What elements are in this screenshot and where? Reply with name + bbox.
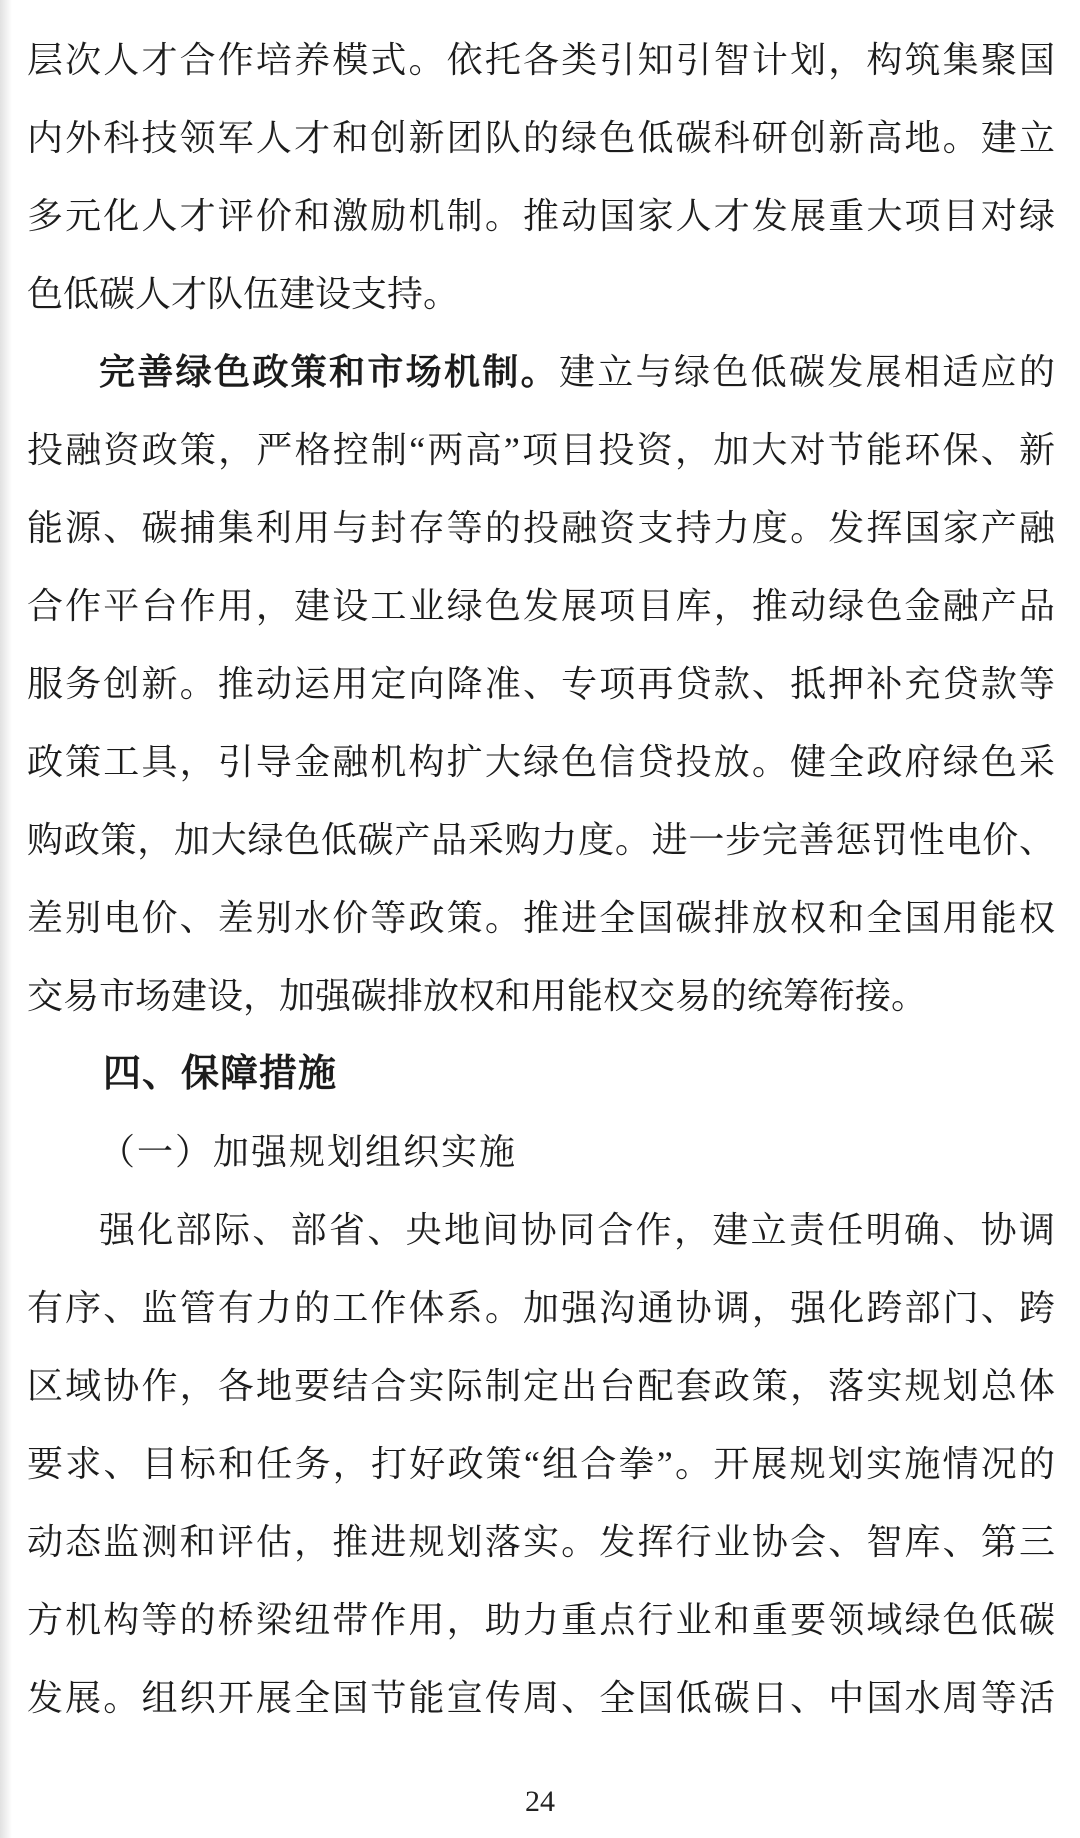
line-text: 动态监测和评估，推进规划落实。发挥行业协会、智库、第三 [27,1522,1055,1562]
line-text: 有序、监管有力的工作体系。加强沟通协调，强化跨部门、跨 [27,1288,1055,1328]
text-line [27,567,1055,645]
line-text: 交易市场建设，加强碳排放权和用能权交易的统筹衔接。 [27,976,928,1016]
line-text: 强化部际、部省、央地间协同合作，建立责任明确、协调 [99,1210,1055,1250]
line-text: 内外科技领军人才和创新团队的绿色低碳科研创新高地。建立 [27,118,1055,158]
line-text: 色低碳人才队伍建设支持。 [27,274,460,314]
text-line [27,1659,1055,1737]
line-text: 方机构等的桥梁纽带作用，助力重点行业和重要领域绿色低碳 [27,1600,1055,1640]
line-text: 区域协作，各地要结合实际制定出台配套政策，落实规划总体 [27,1366,1055,1406]
document-lines [27,21,1055,1737]
text-line [27,489,1055,567]
text-line [27,333,1055,411]
line-text: 服务创新。推动运用定向降准、专项再贷款、抵押补充贷款等 [27,664,1055,704]
text-line [27,1503,1055,1581]
text-line [27,1269,1055,1347]
line-text: 合作平台作用，建设工业绿色发展项目库，推动绿色金融产品 [27,586,1055,626]
section-heading [27,1035,1055,1113]
text-line [27,957,1055,1035]
page-number: 24 [525,1785,555,1818]
line-text: （一）加强规划组织实施 [99,1132,518,1172]
text-line [27,645,1055,723]
text-line [27,99,1055,177]
text-line [27,411,1055,489]
text-line [27,1191,1055,1269]
text-line [27,723,1055,801]
line-text: 层次人才合作培养模式。依托各类引知引智计划，构筑集聚国 [27,40,1055,80]
subsection-heading [27,1113,1055,1191]
text-line [27,1581,1055,1659]
text-line [27,801,1055,879]
text-line [27,1425,1055,1503]
line-text: 政策工具，引导金融机构扩大绿色信贷投放。健全政府绿色采 [27,742,1055,782]
text-line [27,255,1055,333]
line-text: 投融资政策，严格控制“两高”项目投资，加大对节能环保、新 [27,430,1055,470]
text-line [27,879,1055,957]
line-text: 建立与绿色低碳发展相适应的 [559,352,1055,392]
line-text: 多元化人才评价和激励机制。推动国家人才发展重大项目对绿 [27,196,1055,236]
line-text: 购政策，加大绿色低碳产品采购力度。进一步完善惩罚性电价、 [27,820,1055,860]
text-line [27,1347,1055,1425]
line-text: 要求、目标和任务，打好政策“组合拳”。开展规划实施情况的 [27,1444,1055,1484]
bold-lead-text: 完善绿色政策和市场机制。 [99,352,559,392]
line-text: 能源、碳捕集利用与封存等的投融资支持力度。发挥国家产融 [27,508,1055,548]
line-text: 差别电价、差别水价等政策。推进全国碳排放权和全国用能权 [27,898,1055,938]
text-line [27,177,1055,255]
line-text: 四、保障措施 [103,1053,338,1095]
line-text: 发展。组织开展全国节能宣传周、全国低碳日、中国水周等活 [27,1678,1055,1718]
text-line [27,21,1055,99]
